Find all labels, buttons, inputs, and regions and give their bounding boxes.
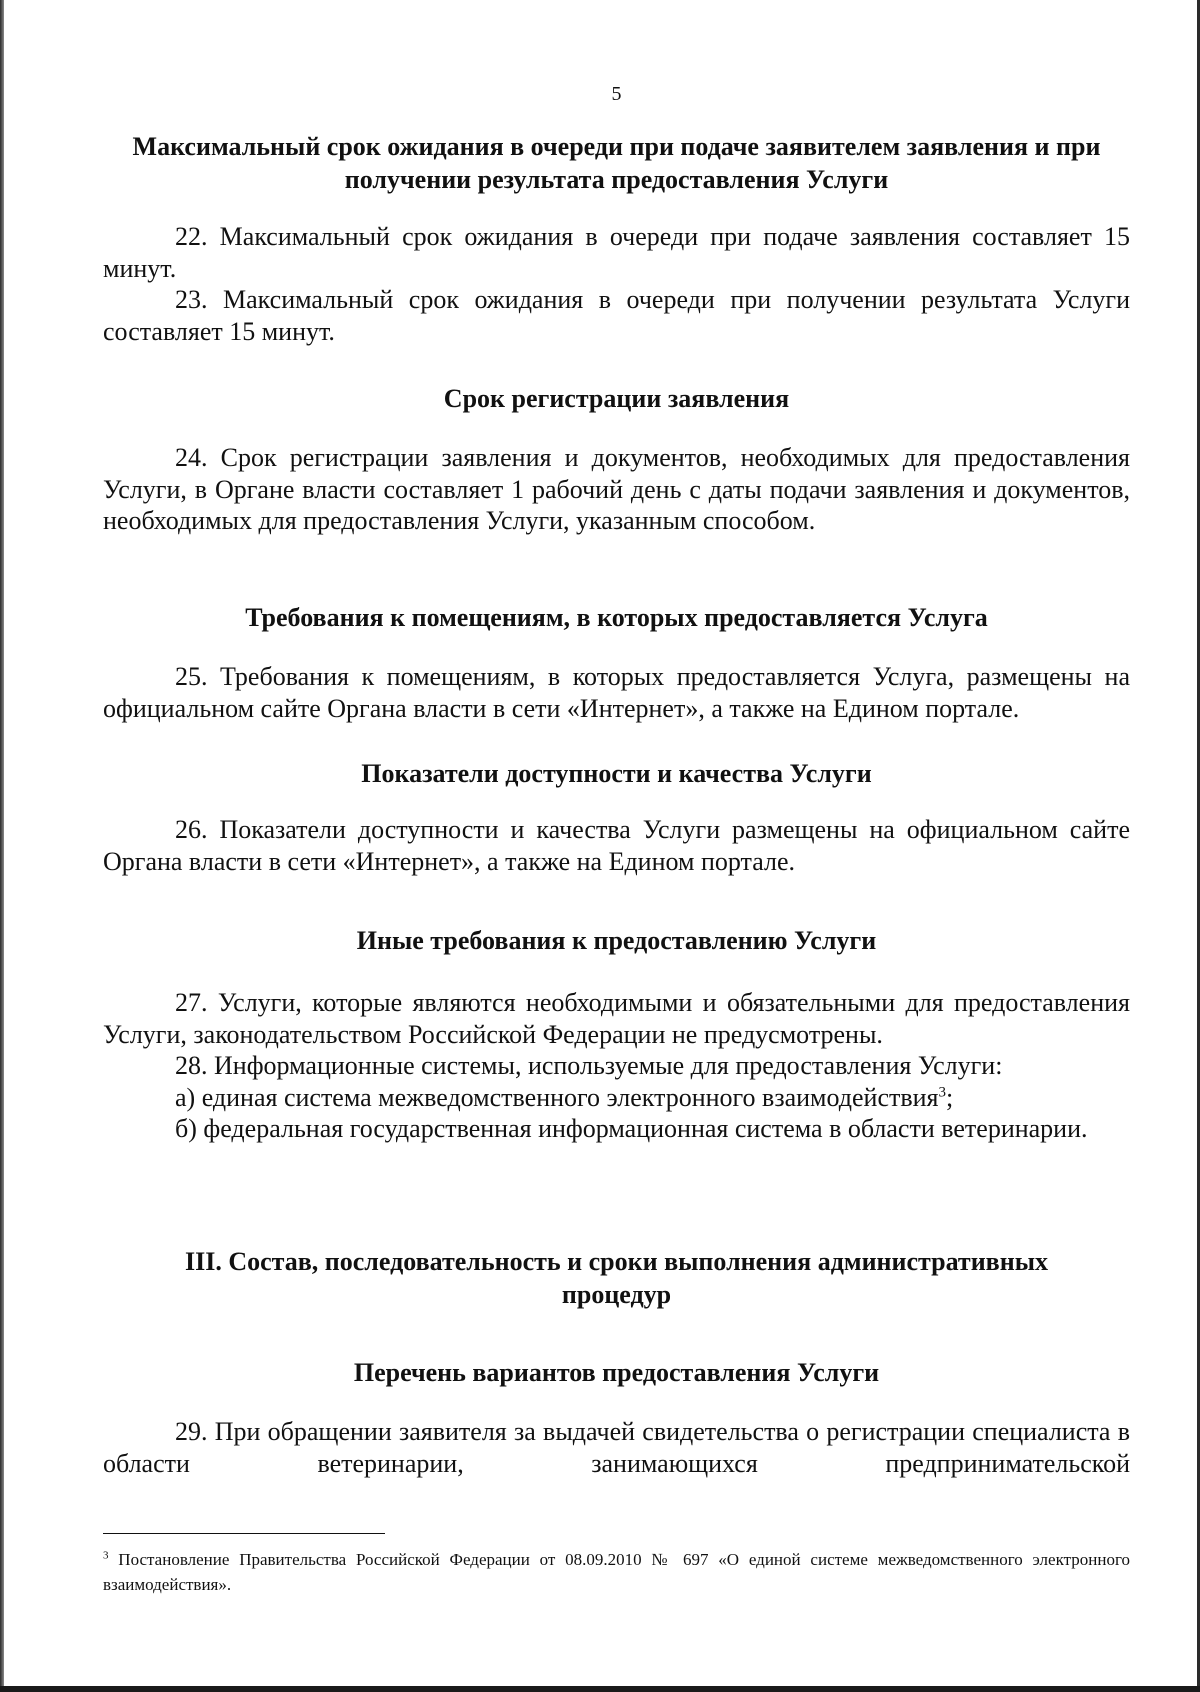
paragraph-27: 27. Услуги, которые являются необходимыми и обязательными для предоставления Услуги, законодательством Российской Федерации не предусмотрены.: [103, 988, 1130, 1049]
heading-variants: Перечень вариантов предоставления Услуги: [353, 1358, 880, 1387]
section-queue: [103, 130, 1130, 196]
section-variants: [103, 1356, 1130, 1389]
section-registration-body: [103, 442, 1130, 537]
scan-edge-left: [0, 0, 4, 1692]
section-quality: [103, 757, 1130, 790]
paragraph-24: 24. Срок регистрации заявления и документов, необходимых для предоставления Услуги, в Органе власти составляет 1 рабочий день с даты подачи заявления и документов, необходимых для предоставления Услуги, указанным способом.: [103, 443, 1130, 535]
section-variants-body: [103, 1416, 1130, 1479]
paragraph-28: 28. Информационные системы, используемые для предоставления Услуги:: [175, 1051, 1003, 1080]
paragraph-28a-text: а) единая система межведомственного электронного взаимодействия: [175, 1082, 939, 1112]
paragraph-28a: [103, 1082, 1130, 1114]
page-number: 5: [611, 83, 622, 105]
footnote-text: Постановление Правительства Российской Федерации от 08.09.2010 № 697 «О единой системе межведомственного электронного взаимодействия».: [103, 1550, 1130, 1594]
paragraph-28b: б) федеральная государственная информационная система в области ветеринарии.: [175, 1114, 1088, 1143]
section-quality-body: [103, 814, 1130, 877]
paragraph-29: 29. При обращении заявителя за выдачей свидетельства о регистрации специалиста в области ветеринарии, занимающихся предпринимательской: [103, 1417, 1130, 1478]
section-premises-body: [103, 661, 1130, 724]
section-other: [103, 924, 1130, 957]
paragraph-26: 26. Показатели доступности и качества Услуги размещены на официальном сайте Органа власти в сети «Интернет», а также на Едином портале.: [103, 815, 1130, 876]
paragraph-28a-tail: ;: [946, 1082, 954, 1112]
footnote-separator: [103, 1533, 385, 1534]
paragraph-25: 25. Требования к помещениям, в которых предоставляется Услуга, размещены на официальном сайте Органа власти в сети «Интернет», а также на Едином портале.: [103, 662, 1130, 723]
paragraph-22: 22. Максимальный срок ожидания в очереди при подаче заявления составляет 15 минут.: [103, 222, 1130, 283]
footnote-mark: 3: [103, 1549, 109, 1562]
section-other-body: [103, 987, 1130, 1145]
heading-part-3: III. Состав, последовательность и сроки выполнения административных процедур: [184, 1247, 1048, 1309]
footnote: [103, 1547, 1130, 1597]
heading-queue-time: Максимальный срок ожидания в очереди при подаче заявителем заявления и при получении результата предоставления Услуги: [132, 132, 1101, 194]
section-registration: [103, 382, 1130, 415]
heading-registration: Срок регистрации заявления: [443, 384, 790, 413]
section-queue-body: [103, 221, 1130, 347]
heading-other-requirements: Иные требования к предоставлению Услуги: [356, 926, 877, 955]
footnote-reference[interactable]: 3: [938, 1083, 946, 1100]
heading-premises: Требования к помещениям, в которых предоставляется Услуга: [245, 603, 988, 632]
heading-quality: Показатели доступности и качества Услуги: [361, 759, 872, 788]
section-premises: [103, 601, 1130, 634]
section-part-3: [103, 1245, 1130, 1311]
paragraph-23: 23. Максимальный срок ожидания в очереди при получении результата Услуги составляет 15 минут.: [103, 285, 1130, 346]
scan-edge-bottom: [0, 1686, 1200, 1692]
